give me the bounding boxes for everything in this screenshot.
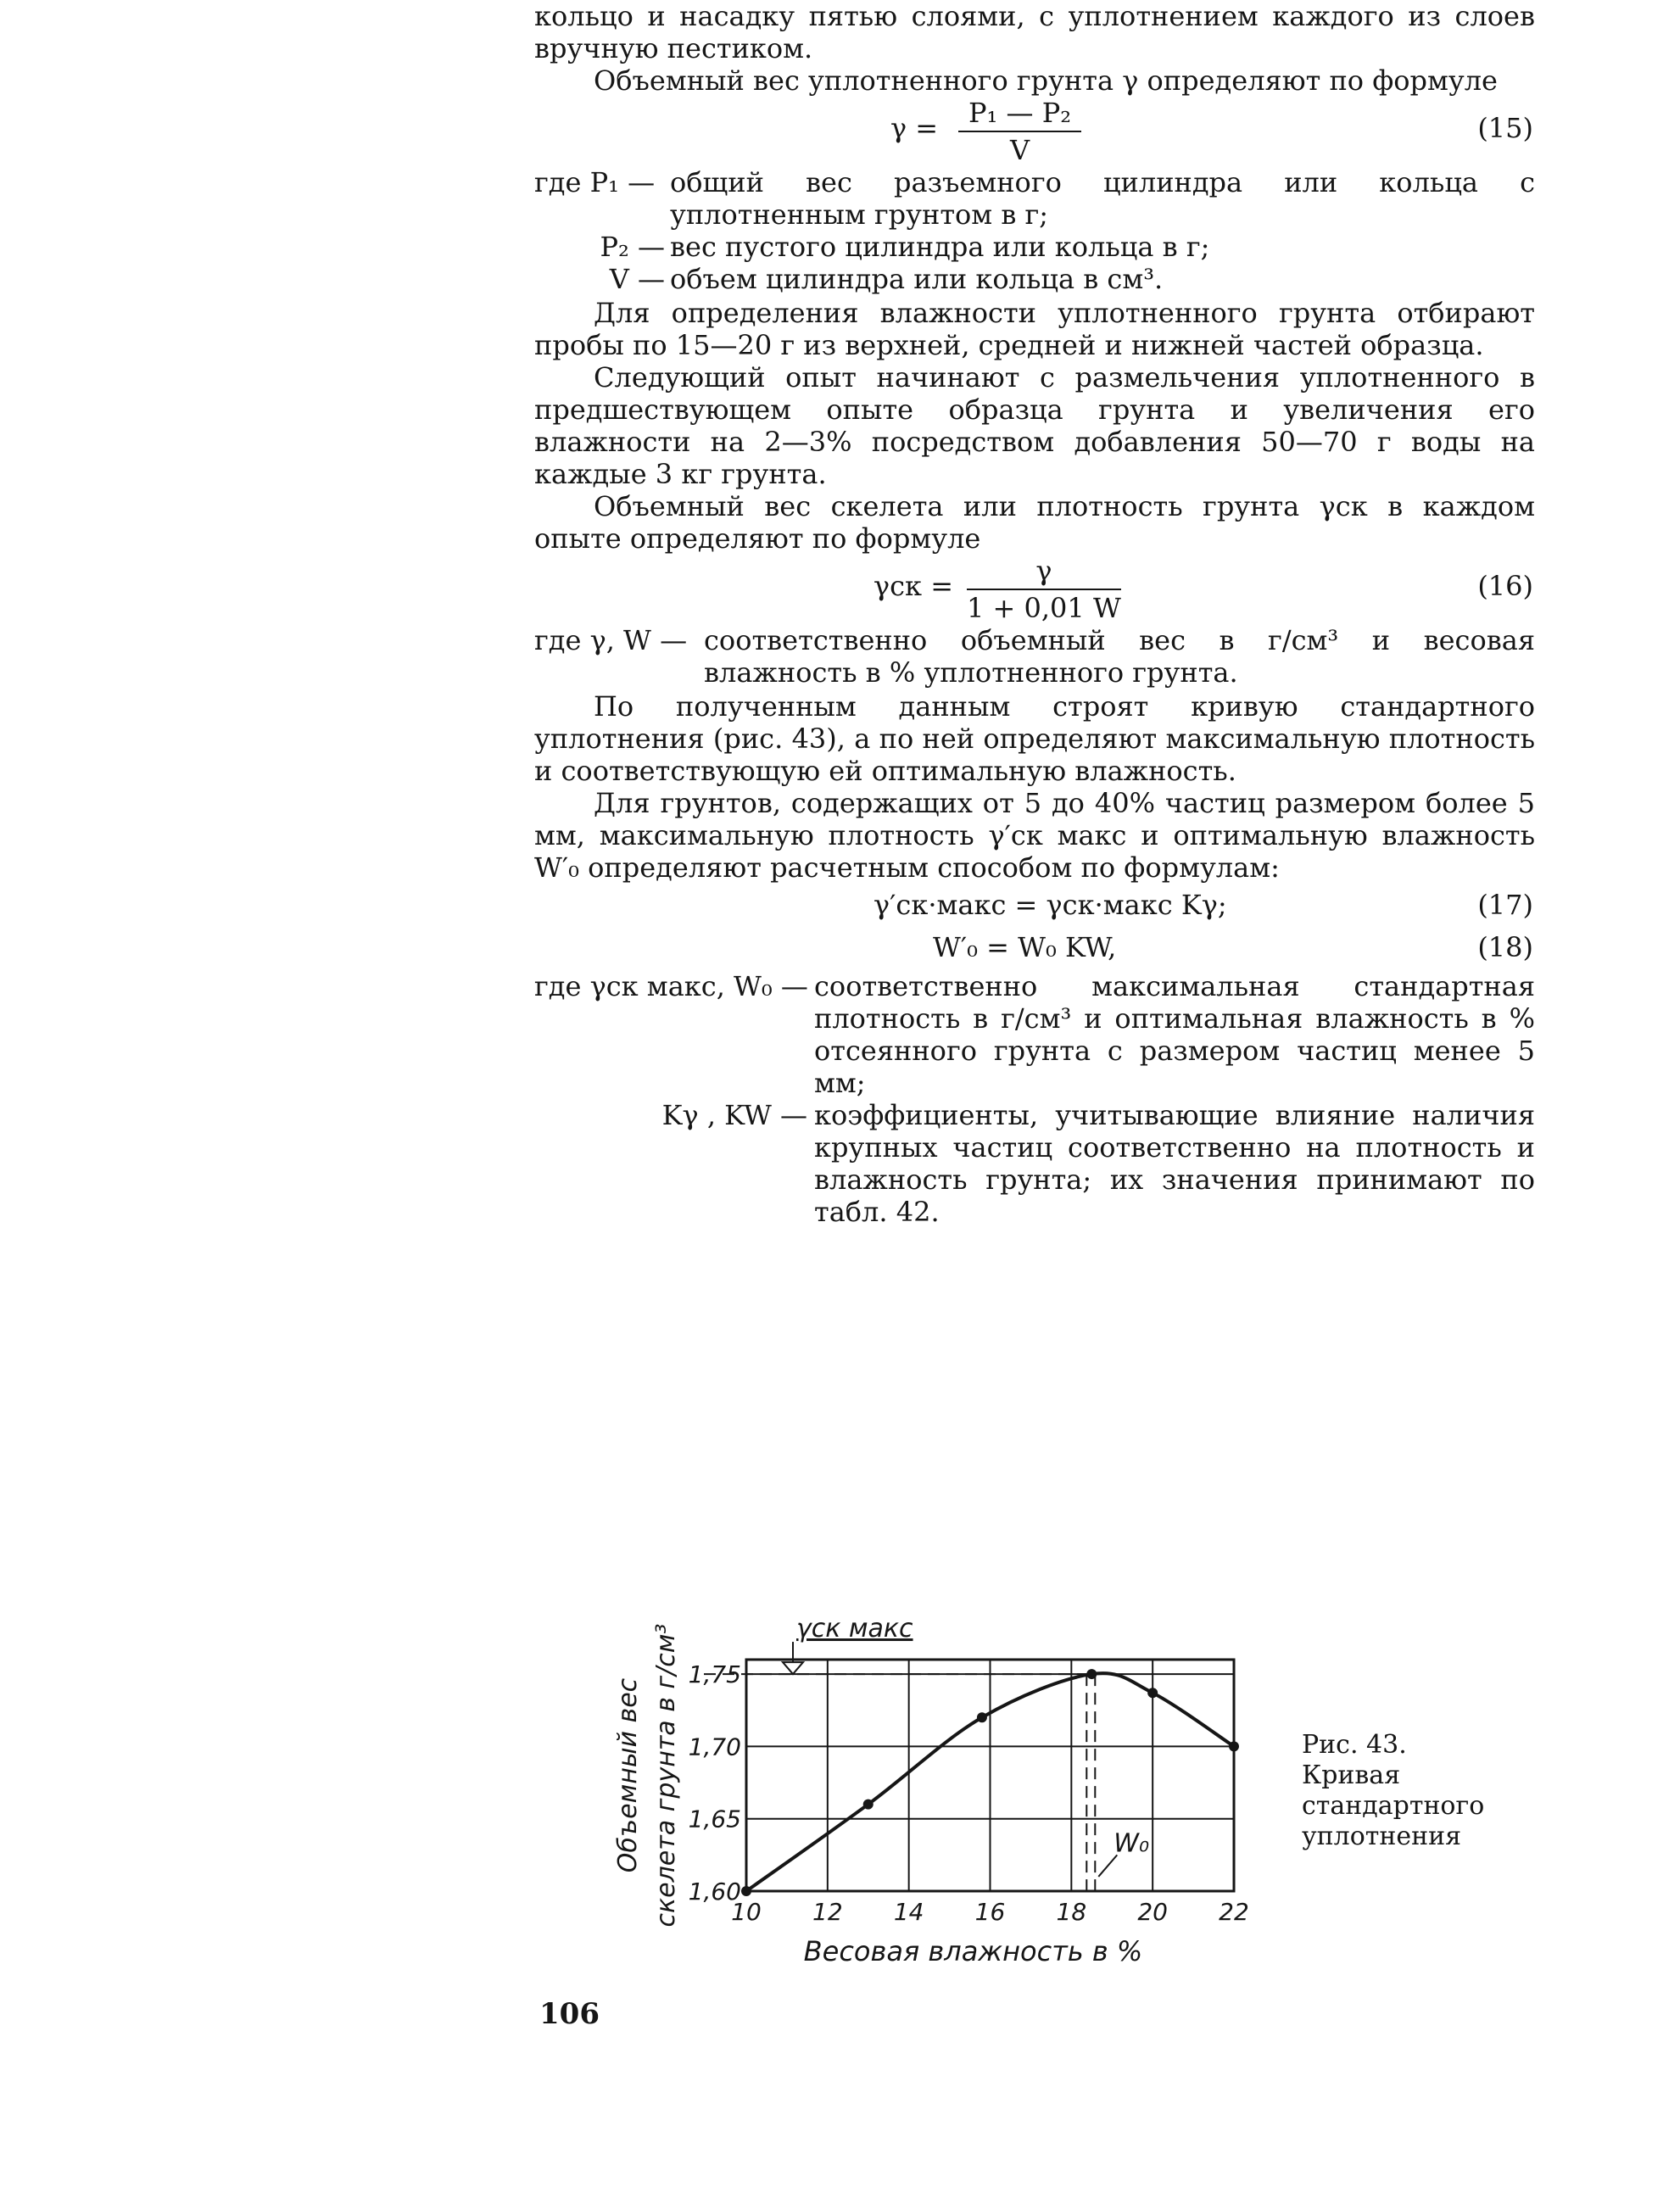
formula-text: γ′ск·макс = γск·макс Kγ; <box>873 889 1227 921</box>
formula-text: W′₀ = W₀ KW, <box>933 931 1117 963</box>
definition-row <box>534 166 1535 231</box>
definition-row <box>534 231 1535 263</box>
paragraph: Для определения влажности уплотненного грунта отбирают пробы по 15—20 г из верхней, средней и нижней частей образца. <box>534 297 1535 361</box>
formula-15 <box>534 97 1535 165</box>
compaction-chart <box>594 1599 1289 1989</box>
figure-caption: Рис. 43. Кривая стандартного уплотнения <box>1302 1730 1485 1851</box>
max-density-annotation: γск макс <box>796 1614 913 1644</box>
x-tick-label: 22 <box>1219 1898 1249 1926</box>
x-tick-label: 16 <box>974 1898 1006 1926</box>
x-tick-label: 10 <box>731 1898 762 1926</box>
numerator: P₁ — P₂ <box>958 97 1081 132</box>
x-axis-label: Весовая влажность в % <box>803 1935 1143 1967</box>
y-tick-label: 1,75 <box>688 1660 741 1689</box>
definition-key: V — <box>609 263 665 295</box>
paragraph: Для грунтов, содержащих от 5 до 40% частиц размером более 5 мм, максимальную плотность γ′ск макс и оптимальную влажность W′₀ определяют расчетным способом по формулам: <box>534 787 1535 884</box>
definition-row <box>534 1099 1535 1228</box>
definition-value: объем цилиндра или кольца в см³. <box>670 263 1164 295</box>
numerator: γ <box>967 555 1121 590</box>
paragraph: Следующий опыт начинают с размельчения уплотненного в предшествующем опыте образца грунта и увеличения его влажности на 2—3% посредством добавления 50—70 г воды на каждые 3 кг грунта. <box>534 361 1535 490</box>
y-axis-label: скелета грунта в г/см³ <box>651 1623 681 1928</box>
y-axis-label: Объемный вес <box>613 1677 643 1873</box>
optimum-moisture-annotation: W₀ <box>1113 1828 1149 1859</box>
x-tick-label: 18 <box>1056 1898 1087 1926</box>
fraction <box>967 555 1121 624</box>
definitions-15 <box>534 166 1535 295</box>
data-point <box>1229 1741 1239 1751</box>
formula-16 <box>534 555 1535 622</box>
formula-lhs: γ = <box>890 112 939 144</box>
data-point <box>977 1712 987 1722</box>
denominator: V <box>1009 134 1030 166</box>
definition-key: где P₁ — <box>534 166 656 198</box>
equation-number: (18) <box>1477 931 1533 963</box>
data-point <box>741 1886 751 1896</box>
equation-number: (16) <box>1477 570 1533 602</box>
data-point <box>863 1800 873 1810</box>
formula-18 <box>534 926 1535 968</box>
definition-key: где γ, W — <box>534 624 688 656</box>
y-tick-label: 1,60 <box>688 1878 741 1906</box>
max-density-marker <box>783 1662 803 1674</box>
definition-value: вес пустого цилиндра или кольца в г; <box>670 231 1210 263</box>
data-point <box>1147 1688 1158 1698</box>
formula-17 <box>534 884 1535 926</box>
y-tick-label: 1,70 <box>688 1733 741 1761</box>
definition-row <box>534 970 1535 1099</box>
definition-key: Kγ , KW — <box>661 1099 807 1131</box>
definitions-17 <box>534 970 1535 1228</box>
page-text <box>534 0 1535 1230</box>
definition-row <box>534 263 1535 295</box>
definition-row <box>534 624 1535 689</box>
fraction <box>958 97 1081 166</box>
definition-key: P₂ — <box>600 231 665 263</box>
x-tick-label: 14 <box>893 1898 924 1926</box>
definition-value: коэффициенты, учитывающие влияние наличия крупных частиц соответственно на плотность и влажность грунта; их значения принимают по табл. 42. <box>814 1099 1535 1228</box>
definition-value: соответственно максимальная стандартная плотность в г/см³ и оптимальная влажность в % отсеянного грунта с размером частиц менее 5 мм; <box>814 970 1535 1099</box>
denominator: 1 + 0,01 W <box>967 592 1121 624</box>
figure-43 <box>594 1599 1289 1989</box>
paragraph: кольцо и насадку пятью слоями, с уплотнением каждого из слоев вручную пестиком. <box>534 0 1535 64</box>
definition-value: соответственно объемный вес в г/см³ и весовая влажность в % уплотненного грунта. <box>704 624 1535 689</box>
paragraph: Объемный вес уплотненного грунта γ определяют по формуле <box>594 64 1498 97</box>
paragraph: Объемный вес скелета или плотность грунта γск в каждом опыте определяют по формуле <box>534 490 1535 555</box>
x-tick-label: 12 <box>812 1898 843 1926</box>
formula-lhs: γск = <box>873 570 954 602</box>
definition-key: где γск макс, W₀ — <box>534 970 808 1002</box>
equation-number: (17) <box>1477 889 1533 921</box>
definitions-16 <box>534 624 1535 689</box>
paragraph: По полученным данным строят кривую стандартного уплотнения (рис. 43), а по ней определяют максимальную плотность и соответствующую ей оптимальную влажность. <box>534 690 1535 787</box>
equation-number: (15) <box>1477 112 1533 144</box>
x-tick-label: 20 <box>1137 1898 1168 1926</box>
y-tick-label: 1,65 <box>688 1805 741 1833</box>
page-number: 106 <box>539 1997 600 2031</box>
definition-value: общий вес разъемного цилиндра или кольца с уплотненным грунтом в г; <box>670 166 1535 231</box>
